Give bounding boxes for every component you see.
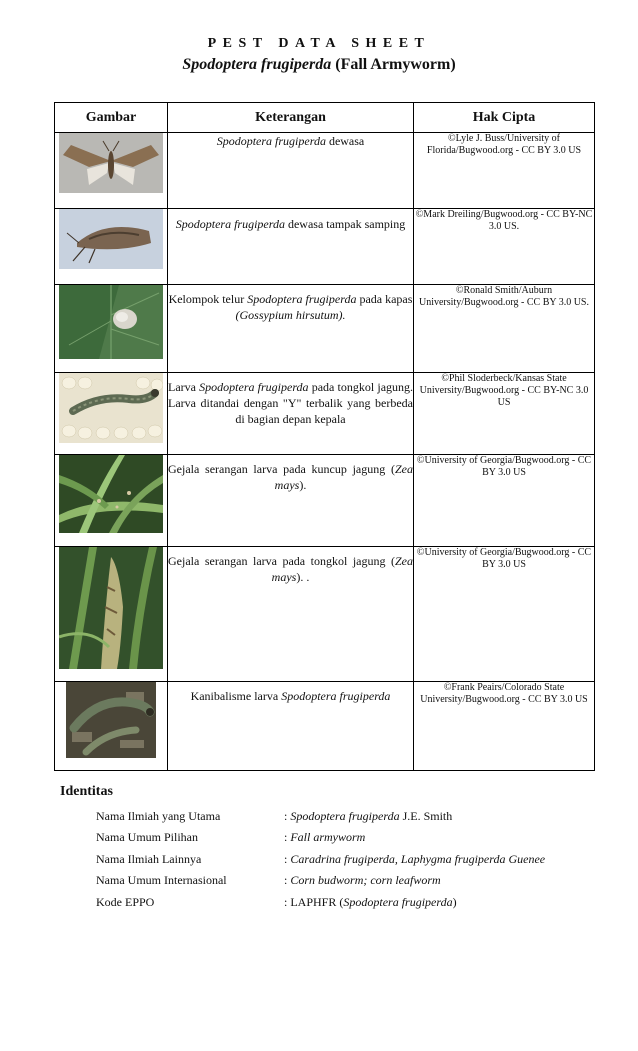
image-cell bbox=[55, 455, 168, 547]
header-gambar: Gambar bbox=[55, 103, 168, 133]
copyright-cell: ©Ronald Smith/Auburn University/Bugwood.org - CC BY 3.0 US. bbox=[414, 285, 595, 373]
desc-part: dewasa bbox=[325, 134, 365, 148]
identitas-value: : LAPHFR (Spodoptera frugiperda) bbox=[284, 895, 457, 909]
desc-part: Spodoptera frugiperda bbox=[216, 134, 326, 148]
desc-part: Larva bbox=[168, 380, 200, 394]
cannibalism-photo bbox=[66, 682, 156, 758]
header-hak-cipta: Hak Cipta bbox=[414, 103, 595, 133]
subtitle-species: Spodoptera frugiperda bbox=[182, 56, 332, 73]
copyright-cell: ©University of Georgia/Bugwood.org - CC BY 3.0 US bbox=[414, 455, 595, 547]
identitas-row bbox=[96, 852, 616, 868]
desc-part: Gejala serangan larva pada tongkol jagung ( bbox=[168, 554, 395, 568]
description-cell bbox=[168, 373, 414, 455]
moth-adult-photo bbox=[59, 133, 163, 193]
table-row bbox=[55, 373, 595, 455]
identitas-row bbox=[96, 830, 616, 846]
moth-side-photo bbox=[59, 209, 163, 269]
copyright-cell: ©Lyle J. Buss/University of Florida/Bugwood.org - CC BY 3.0 US bbox=[414, 133, 595, 209]
image-cell bbox=[55, 209, 168, 285]
desc-part: ). . bbox=[296, 570, 310, 584]
table-row bbox=[55, 285, 595, 373]
copyright-cell: ©Mark Dreiling/Bugwood.org - CC BY-NC 3.0 US. bbox=[414, 209, 595, 285]
larva-corn-photo bbox=[59, 373, 163, 443]
identitas-label: Nama Ilmiah Lainnya bbox=[96, 852, 202, 866]
desc-part: pada kapas bbox=[356, 292, 413, 306]
identitas-value: : Caradrina frugiperda, Laphygma frugiperda Guenee bbox=[284, 852, 546, 866]
image-cell bbox=[55, 373, 168, 455]
document-title: PEST DATA SHEET bbox=[207, 36, 431, 51]
identitas-row bbox=[96, 873, 616, 889]
image-cell bbox=[55, 547, 168, 682]
image-cell bbox=[55, 285, 168, 373]
table-row bbox=[55, 133, 595, 209]
identitas-label: Kode EPPO bbox=[96, 895, 155, 909]
copyright-cell: ©Frank Peairs/Colorado State University/Bugwood.org - CC BY 3.0 US bbox=[414, 682, 595, 771]
table-header-row bbox=[55, 103, 595, 133]
desc-part: Spodoptera frugiperda bbox=[281, 689, 391, 703]
description-cell bbox=[168, 682, 414, 771]
desc-part: dewasa tampak samping bbox=[284, 217, 406, 231]
desc-part: Kanibalisme larva bbox=[190, 689, 282, 703]
desc-part: Spodoptera frugiperda bbox=[199, 380, 309, 394]
document-header bbox=[0, 36, 638, 74]
table-row bbox=[55, 682, 595, 771]
desc-part: pada tongkol jagung. Larva ditandai dengan "Y" terbalik yang berbeda di bagian depan kepala bbox=[168, 380, 414, 426]
egg-mass-photo bbox=[59, 285, 163, 359]
desc-part: Zea mays bbox=[271, 554, 413, 584]
pest-table bbox=[54, 102, 595, 771]
desc-part: Spodoptera frugiperda bbox=[175, 217, 285, 231]
image-cell bbox=[55, 682, 168, 771]
cob-damage-photo bbox=[59, 547, 163, 669]
description-cell bbox=[168, 547, 414, 682]
desc-part: Gejala serangan larva pada kuncup jagung ( bbox=[168, 462, 395, 476]
identitas-value: : Fall armyworm bbox=[284, 830, 366, 844]
identitas-value: : Spodoptera frugiperda J.E. Smith bbox=[284, 809, 453, 823]
whorl-damage-photo bbox=[59, 455, 163, 533]
header-keterangan: Keterangan bbox=[168, 103, 414, 133]
table-row bbox=[55, 547, 595, 682]
identitas-row bbox=[96, 809, 616, 825]
desc-part: (Gossypium hirsutum). bbox=[235, 308, 346, 322]
description-cell bbox=[168, 133, 414, 209]
image-cell bbox=[55, 133, 168, 209]
identitas-row bbox=[96, 895, 616, 911]
desc-part: ). bbox=[299, 478, 307, 492]
subtitle-common: (Fall Armyworm) bbox=[335, 56, 456, 73]
description-cell bbox=[168, 285, 414, 373]
description-cell bbox=[168, 209, 414, 285]
identitas-heading: Identitas bbox=[60, 784, 113, 799]
identitas-label: Nama Ilmiah yang Utama bbox=[96, 809, 221, 823]
desc-part: Zea mays bbox=[274, 462, 413, 492]
identitas-value: : Corn budworm; corn leafworm bbox=[284, 873, 441, 887]
description-cell bbox=[168, 455, 414, 547]
table-row bbox=[55, 455, 595, 547]
identitas-label: Nama Umum Internasional bbox=[96, 873, 227, 887]
table-row bbox=[55, 209, 595, 285]
desc-part: Spodoptera frugiperda bbox=[247, 292, 357, 306]
copyright-cell: ©Phil Sloderbeck/Kansas State University/Bugwood.org - CC BY-NC 3.0 US bbox=[414, 373, 595, 455]
copyright-cell: ©University of Georgia/Bugwood.org - CC BY 3.0 US bbox=[414, 547, 595, 682]
identitas-label: Nama Umum Pilihan bbox=[96, 830, 198, 844]
document-subtitle bbox=[0, 56, 638, 74]
desc-part: Kelompok telur bbox=[168, 292, 248, 306]
